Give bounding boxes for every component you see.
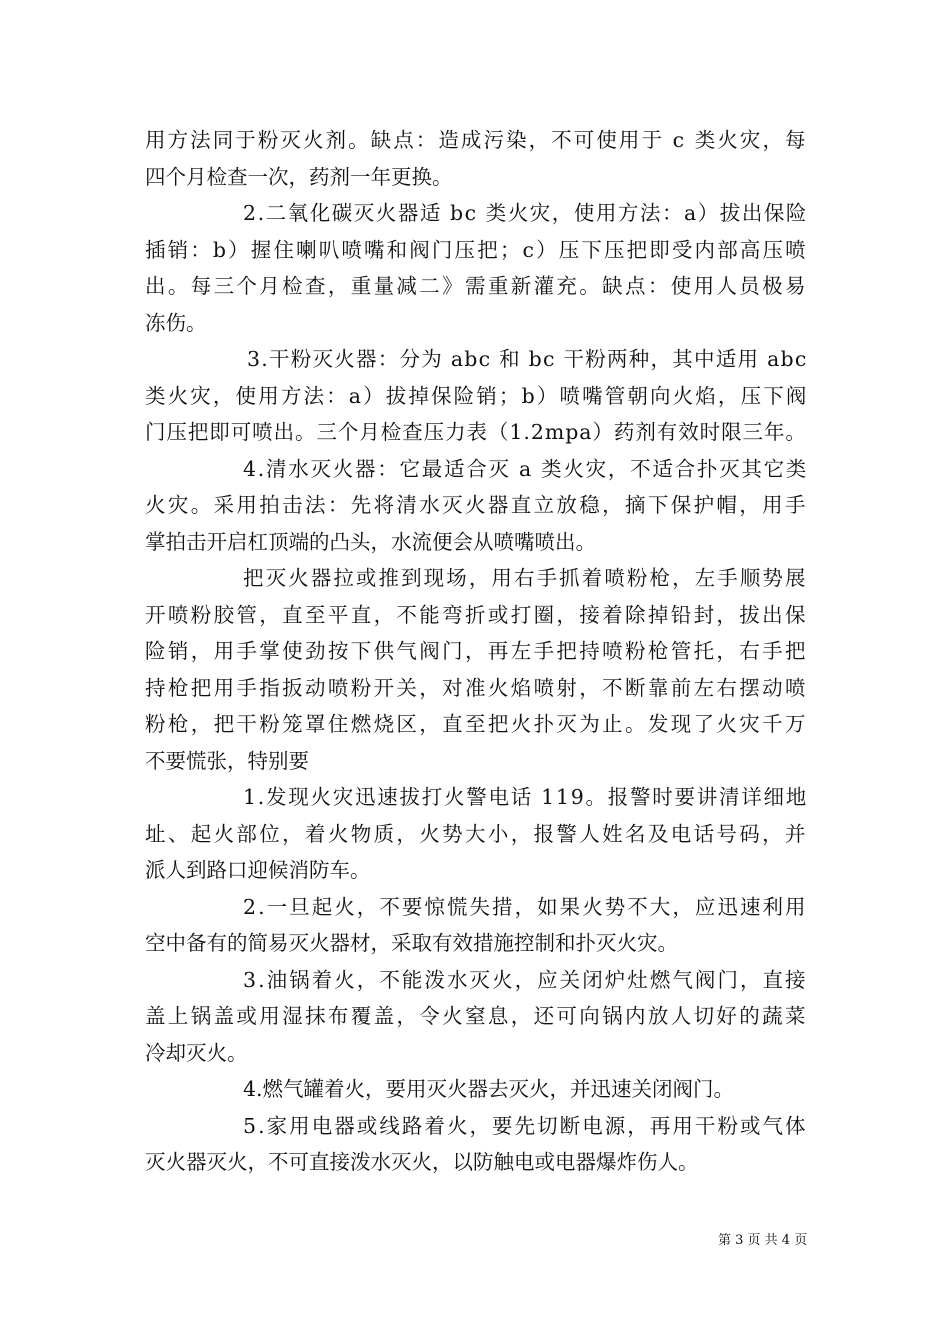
- text-line: 开喷粉胶管，直至平直，不能弯折或打圈，接着除掉铅封，拔出保: [145, 603, 808, 627]
- text-line: 4.燃气罐着火，要用灭火器去灭火，并迅速关闭阀门。: [243, 1077, 735, 1101]
- text-line: 持枪把用手指扳动喷粉开关，对准火焰喷射，不断靠前左右摆动喷: [145, 676, 808, 700]
- text-line: 空中备有的简易灭火器材，采取有效措施控制和扑灭火灾。: [145, 931, 678, 955]
- text-line: 门压把即可喷出。三个月检查压力表（1.2mpa）药剂有效时限三年。: [145, 420, 807, 444]
- text-line: 1.发现火灾迅速拔打火警电话 119。报警时要讲清详细地: [243, 785, 808, 809]
- text-line: 类火灾，使用方法：a）拔掉保险销；b）喷嘴管朝向火焰，压下阀: [145, 384, 809, 408]
- text-line: 2.二氧化碳灭火器适 bc 类火灾，使用方法：a）拔出保险: [243, 201, 808, 225]
- text-line: 四个月检查一次，药剂一年更换。: [145, 165, 453, 189]
- text-line: 4.清水灭火器：它最适合灭 a 类火灾，不适合扑灭其它类: [243, 457, 809, 481]
- text-line: 盖上锅盖或用湿抹布覆盖，令火窒息，还可向锅内放人切好的蔬菜: [145, 1004, 808, 1028]
- text-line: 用方法同于粉灭火剂。缺点：造成污染，不可使用于 c 类火灾，每: [145, 128, 808, 152]
- text-line: 5.家用电器或线路着火，要先切断电源，再用干粉或气体: [243, 1114, 808, 1138]
- text-line: 灭火器灭火，不可直接泼水灭火，以防触电或电器爆炸伤人。: [145, 1150, 699, 1174]
- text-line: 派人到路口迎候消防车。: [145, 858, 371, 882]
- text-line: 冷却灭火。: [145, 1041, 248, 1065]
- text-line: 3.油锅着火，不能泼水灭火，应关闭炉灶燃气阀门，直接: [243, 968, 808, 992]
- text-line: 把灭火器拉或推到现场，用右手抓着喷粉枪，左手顺势展: [243, 566, 808, 590]
- text-line: 址、起火部位，着火物质，火势大小，报警人姓名及电话号码，并: [145, 822, 808, 846]
- text-line: 冻伤。: [145, 311, 207, 335]
- text-line: 掌拍击开启杠顶端的凸头，水流便会从喷嘴喷出。: [145, 530, 596, 554]
- text-line: 2.一旦起火，不要惊慌失措，如果火势不大，应迅速利用: [243, 895, 808, 919]
- text-line: 火灾。采用拍击法：先将清水灭火器直立放稳，摘下保护帽，用手: [145, 493, 808, 517]
- page-number: 第 3 页 共 4 页: [718, 1233, 808, 1248]
- text-line: 不要慌张，特别要: [145, 749, 309, 773]
- text-line: 3.干粉灭火器：分为 abc 和 bc 干粉两种，其中适用 abc: [247, 347, 808, 371]
- text-line: 出。每三个月检查，重量减二》需重新灌充。缺点：使用人员极易: [145, 274, 808, 298]
- text-line: 粉枪，把干粉笼罩住燃烧区，直至把火扑灭为止。发现了火灾千万: [145, 712, 808, 736]
- text-line: 插销：b）握住喇叭喷嘴和阀门压把；c）压下压把即受内部高压喷: [145, 238, 808, 262]
- text-line: 险销，用手掌使劲按下供气阀门，再左手把持喷粉枪管托，右手把: [145, 639, 808, 663]
